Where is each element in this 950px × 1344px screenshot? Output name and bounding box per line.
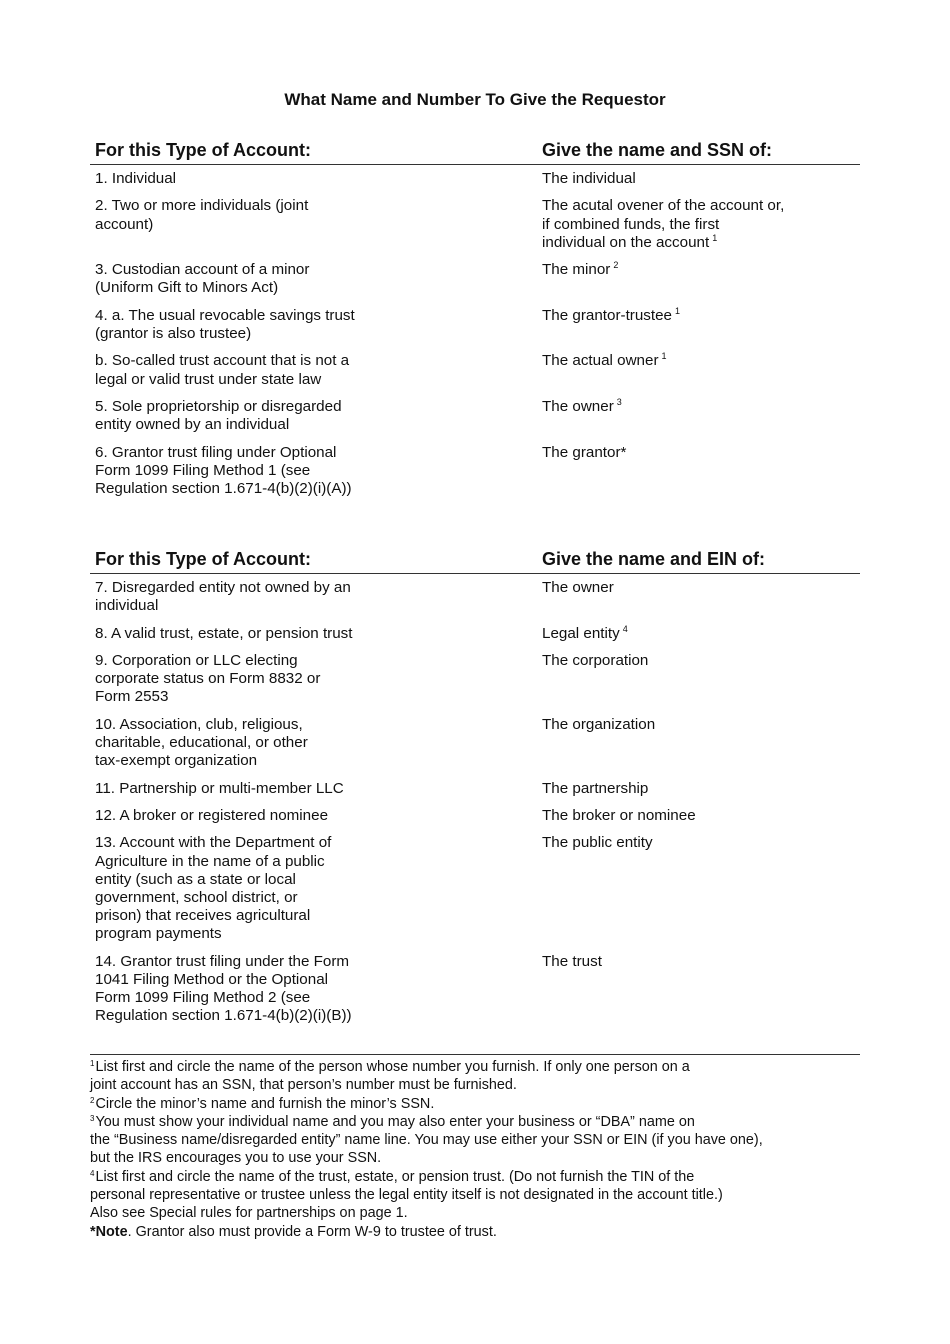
give-name-text: The broker or nominee — [542, 806, 696, 824]
footnote-reference: 1 — [712, 232, 718, 243]
give-name-text: The organization — [542, 715, 656, 733]
give-name-text: The owner — [542, 397, 614, 415]
table-row — [90, 307, 860, 343]
table-row — [90, 652, 860, 707]
give-name-cell — [542, 170, 860, 188]
note-text: . Grantor also must provide a Form W-9 to trustee of trust. — [127, 1223, 497, 1240]
footnote-mark: 2 — [90, 1095, 95, 1105]
table-row — [90, 807, 860, 825]
account-type-cell: 10. Association, club, religious, charitable, educational, or other tax-exempt organization — [95, 715, 308, 770]
footnote-reference: 2 — [613, 260, 619, 271]
account-type-cell: 1. Individual — [95, 170, 177, 187]
table-row — [90, 579, 860, 615]
give-name-text: The acutal ovener of the account or, if combined funds, the first individual on the account — [542, 197, 785, 251]
give-name-text: The minor — [542, 261, 611, 279]
account-type-cell: 3. Custodian account of a minor (Uniform Gift to Minors Act) — [95, 261, 310, 297]
give-name-text: The individual — [542, 170, 636, 187]
ssn-account-type-header: For this Type of Account: — [95, 140, 311, 160]
account-type-cell: 11. Partnership or multi-member LLC — [95, 779, 344, 797]
footnote-text: Circle the minor’s name and furnish the minor’s SSN. — [95, 1095, 435, 1112]
footnote-reference: 3 — [616, 396, 622, 407]
give-name-cell — [542, 652, 860, 707]
give-name-cell — [542, 197, 860, 252]
ein-table — [90, 543, 860, 1035]
give-name-text: The corporation — [542, 651, 649, 669]
give-name-cell — [542, 834, 860, 943]
give-name-text: The actual owner — [542, 352, 659, 370]
account-type-cell: 2. Two or more individuals (joint account) — [95, 197, 309, 233]
footnote-reference: 1 — [661, 351, 667, 362]
ein-account-type-header: For this Type of Account: — [95, 549, 311, 569]
footnote-text: List first and circle the name of the trust, estate, or pension trust. (Do not furnish the TIN of the personal representative or trustee unless the legal entity itself is not designated in the account title.) Also see Special rules for partnerships on page 1. — [90, 1168, 723, 1222]
give-name-cell — [542, 352, 860, 388]
table-row — [90, 625, 860, 643]
table-row — [90, 197, 860, 252]
account-type-cell: 12. A broker or registered nominee — [95, 806, 329, 824]
account-type-cell: 14. Grantor trust filing under the Form 1041 Filing Method or the Optional Form 1099 Filing Method 2 (see Regulation section 1.671-4(b)(2)(i)(B)) — [95, 952, 352, 1025]
table-row — [90, 170, 860, 188]
table-row — [90, 352, 860, 388]
footnote-mark: 1 — [90, 1059, 95, 1068]
note-label: Note — [95, 1223, 128, 1240]
table-row — [90, 398, 860, 434]
give-name-cell — [542, 579, 860, 615]
page-title: What Name and Number To Give the Requestor — [284, 90, 666, 109]
footnote — [90, 1095, 860, 1113]
account-type-cell: 9. Corporation or LLC electing corporate status on Form 8832 or Form 2553 — [95, 651, 321, 706]
footnote — [90, 1113, 860, 1168]
give-name-cell — [542, 716, 860, 771]
give-name-cell — [542, 307, 860, 343]
table-row — [90, 834, 860, 943]
give-name-text: The public entity — [542, 834, 653, 852]
account-type-cell: 4. a. The usual revocable savings trust (grantor is also trustee) — [95, 306, 355, 342]
table-row — [90, 261, 860, 297]
footnote-mark: 3 — [90, 1113, 95, 1123]
ssn-table-rows — [90, 165, 860, 498]
give-name-text: The trust — [542, 952, 602, 970]
footnote-reference: 1 — [675, 305, 681, 316]
account-type-cell: 13. Account with the Department of Agriculture in the name of a public entity (such as a state or local government, school district, or prison) that receives agricultural program payments — [95, 834, 332, 943]
give-name-cell — [542, 625, 860, 643]
give-name-text: The owner — [542, 579, 614, 596]
give-name-cell — [542, 261, 860, 297]
note-star: * — [90, 1223, 96, 1240]
footnote — [90, 1058, 860, 1095]
ssn-give-name-header: Give the name and SSN of: — [542, 140, 773, 160]
account-type-cell: 8. A valid trust, estate, or pension trust — [95, 624, 353, 642]
table-row — [90, 716, 860, 771]
ssn-table — [90, 134, 860, 507]
give-name-cell — [542, 780, 860, 798]
give-name-text: The grantor* — [542, 443, 627, 461]
table-row — [90, 444, 860, 499]
table-row — [90, 953, 860, 1026]
footnote-list — [90, 1058, 860, 1223]
give-name-text: The partnership — [542, 779, 649, 797]
ein-table-header — [90, 543, 860, 574]
footnotes — [90, 1054, 860, 1241]
give-name-text: The grantor-trustee — [542, 306, 672, 324]
ein-give-name-header: Give the name and EIN of: — [542, 549, 766, 569]
footnote-text: You must show your individual name and you may also enter your business or “DBA” name on the “Business name/disregarded entity” name line. You may use either your SSN or EIN (if you have one), but the IRS encourages you to use your SSN. — [90, 1113, 763, 1167]
ein-table-rows — [90, 574, 860, 1026]
account-type-cell: b. So-called trust account that is not a legal or valid trust under state law — [95, 352, 350, 388]
footnote-text: List first and circle the name of the person whose number you furnish. If only one person on a joint account has an SSN, that person’s number must be furnished. — [90, 1059, 690, 1094]
footnote-mark: 4 — [90, 1168, 95, 1178]
give-name-cell — [542, 807, 860, 825]
account-type-cell: 6. Grantor trust filing under Optional Form 1099 Filing Method 1 (see Regulation section 1.671-4(b)(2)(i)(A)) — [95, 443, 352, 497]
account-type-cell: 7. Disregarded entity not owned by an individual — [95, 579, 351, 615]
give-name-cell — [542, 398, 860, 434]
give-name-cell — [542, 444, 860, 499]
ssn-table-header — [90, 134, 860, 165]
table-row — [90, 780, 860, 798]
account-type-cell: 5. Sole proprietorship or disregarded entity owned by an individual — [95, 397, 342, 434]
footnote — [90, 1168, 860, 1223]
grantor-note — [90, 1223, 860, 1241]
give-name-text: Legal entity — [542, 624, 620, 642]
footnote-reference: 4 — [622, 623, 628, 634]
give-name-cell — [542, 953, 860, 1026]
